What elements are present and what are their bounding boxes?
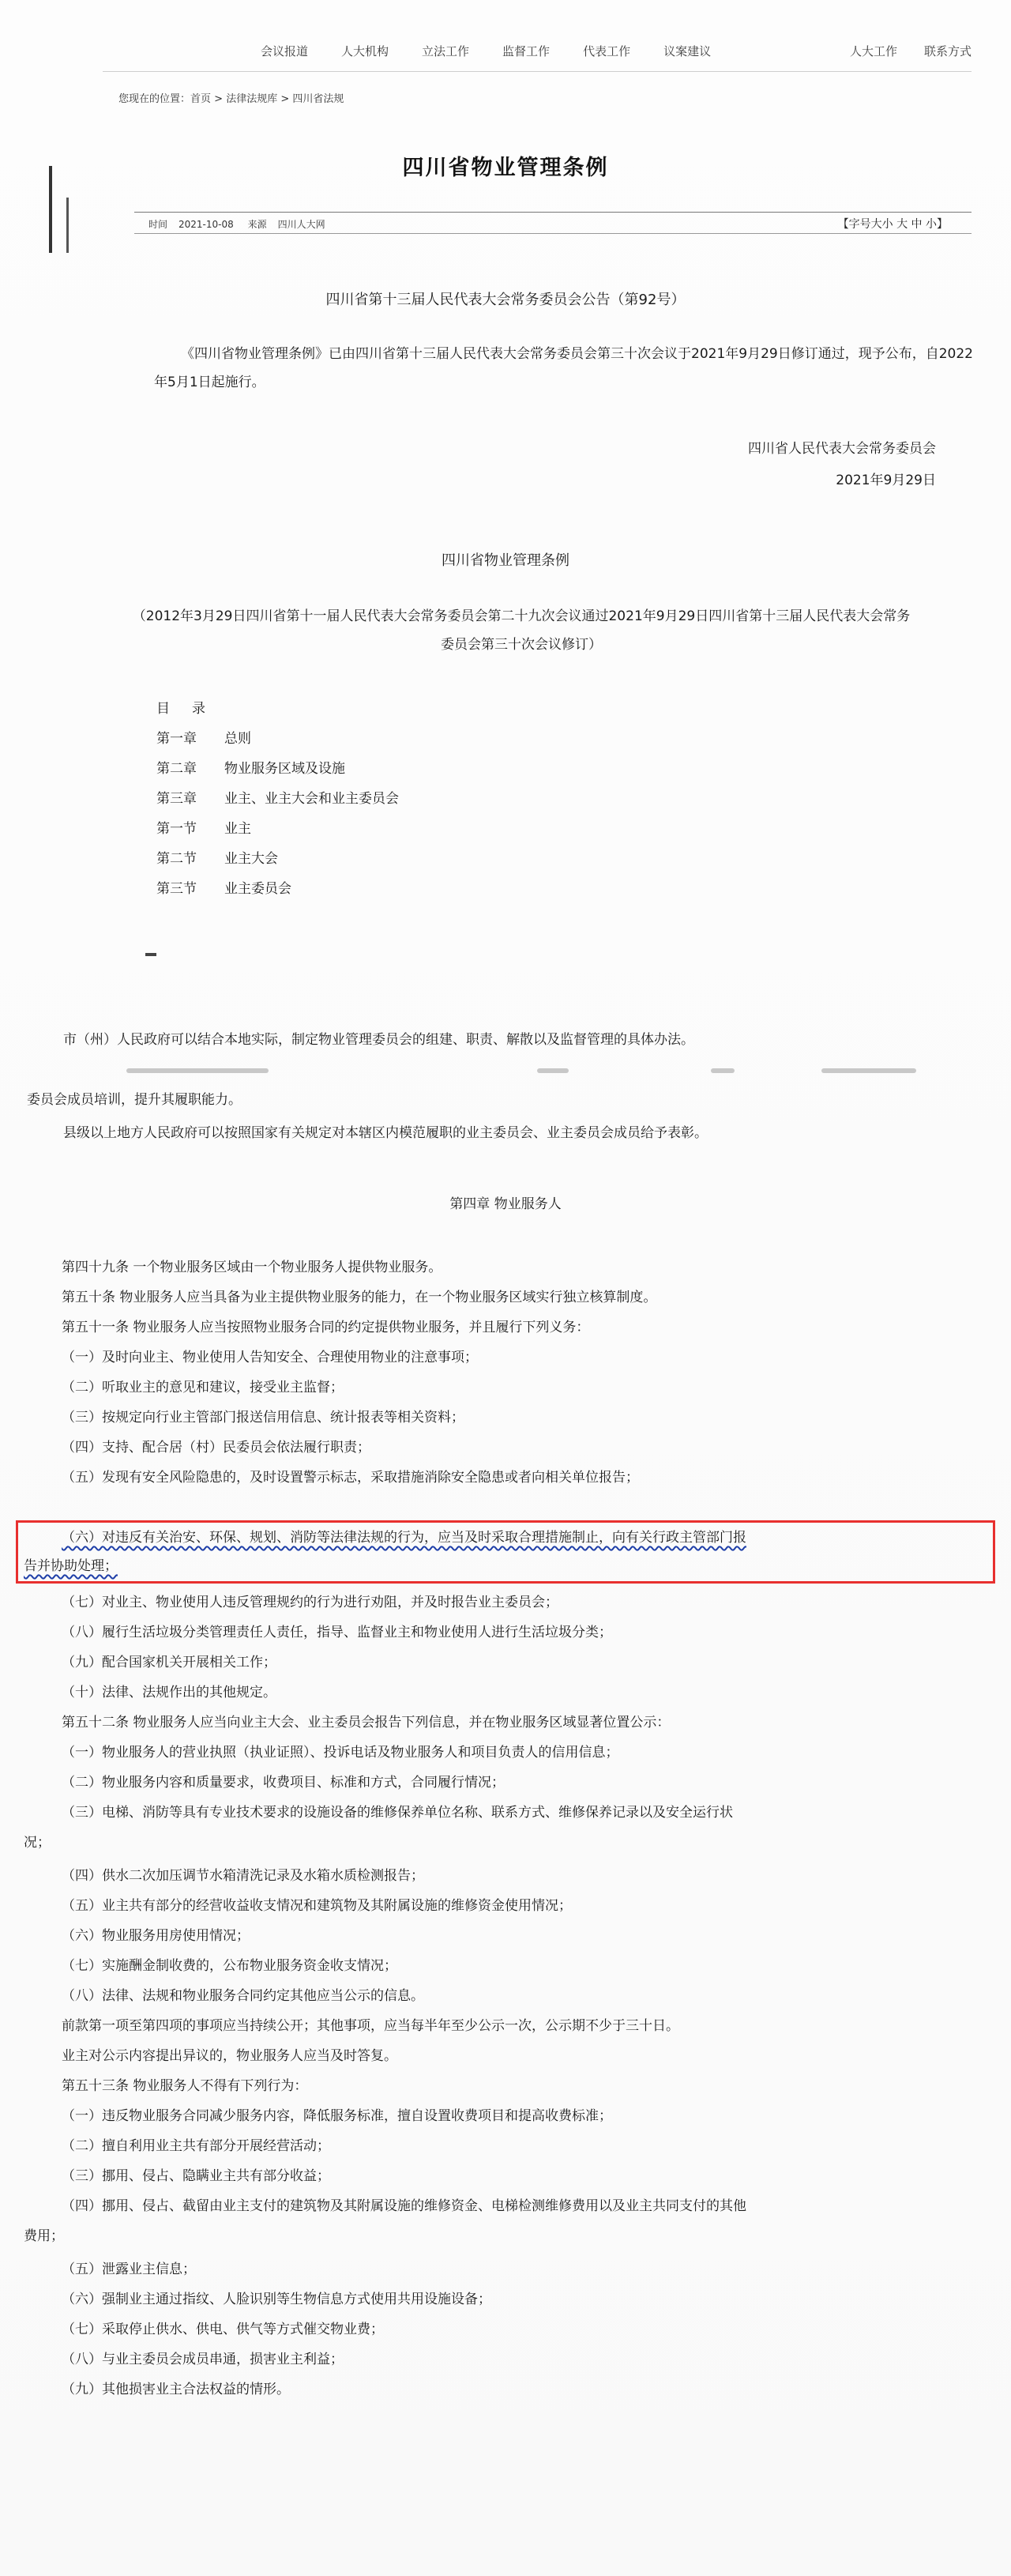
nav-item[interactable]: 代表工作 — [583, 43, 631, 58]
notice-date: 2021年9月29日 — [836, 473, 936, 488]
toc-section-title: 业主 — [224, 821, 251, 837]
list-item: （八）履行生活垃圾分类管理责任人责任，指导、监督业主和物业使用人进行生活垃圾分类； — [62, 1625, 612, 1640]
toc-row — [156, 844, 399, 874]
toc-row — [156, 724, 399, 754]
list-item: （八）与业主委员会成员串通，损害业主利益； — [62, 2352, 344, 2367]
scan-artifact — [66, 198, 69, 253]
breadcrumb-separator: > — [277, 93, 293, 105]
article-52: 第五十二条 物业服务人应当向业主大会、业主委员会报告下列信息，并在物业服务区域显著位置公示： — [62, 1715, 671, 1731]
article-53: 第五十三条 物业服务人不得有下列行为： — [62, 2078, 308, 2094]
toc-heading: 目录 — [156, 701, 227, 717]
list-item: （四）支持、配合居（村）民委员会依法履行职责； — [62, 1440, 370, 1456]
list-item: （三）按规定向行业主管部门报送信用信息、统计报表等相关资料； — [62, 1410, 464, 1425]
scan-artifact — [49, 166, 52, 253]
list-item: （七）对业主、物业使用人违反管理规约的行为进行劝阻，并及时报告业主委员会； — [62, 1595, 558, 1610]
toc-chapter-number: 第二章 — [156, 761, 197, 777]
list-item: （二）物业服务内容和质量要求，收费项目、标准和方式，合同履行情况； — [62, 1775, 505, 1791]
scan-artifact — [145, 953, 156, 956]
notice-body: 《四川省物业管理条例》已由四川省第十三届人民代表大会常务委员会第三十次会议于2021年9月29日修订通过，现予公布，自2022年5月1日起施行。 — [154, 346, 973, 390]
nav-item-right[interactable]: 人大工作 — [849, 43, 897, 58]
breadcrumb-separator: > — [211, 93, 227, 105]
nav-item[interactable]: 议案建议 — [663, 43, 712, 58]
list-item: （五）发现有安全风险隐患的，及时设置警示标志，采取措施消除安全隐患或者向相关单位报告； — [62, 1470, 639, 1486]
notice-title: 四川省第十三届人民代表大会常务委员会公告（第92号） — [325, 292, 686, 308]
list-item: （三）挪用、侵占、隐瞒业主共有部分收益； — [62, 2168, 330, 2184]
list-item: （七）采取停止供水、供电、供气等方式催交物业费； — [62, 2322, 384, 2337]
list-item: （四）挪用、侵占、截留由业主支付的建筑物及其附属设施的维修资金、电梯检测维修费用以及业主共同支付的其他 — [62, 2198, 746, 2214]
list-item: （七）实施酬金制收费的，公布物业服务资金收支情况； — [62, 1958, 397, 1974]
paragraph: 市（州）人民政府可以结合本地实际，制定物业管理委员会的组建、职责、解散以及监督管理的具体办法。 — [63, 1032, 694, 1048]
list-item: （十）法律、法规作出的其他规定。 — [62, 1685, 276, 1700]
list-item: （四）供水二次加压调节水箱清洗记录及水箱水质检测报告； — [62, 1868, 424, 1884]
toc-row — [156, 874, 399, 904]
toc-section-number: 第三节 — [156, 881, 197, 897]
nav-item[interactable]: 人大机构 — [341, 43, 389, 58]
breadcrumb — [118, 90, 344, 105]
toc-section-title: 业主委员会 — [224, 881, 291, 897]
law-adoption-note: （2012年3月29日四川省第十一届人民代表大会常务委员会第二十九次会议通过2021年9月29日四川省第十三届人民代表大会常务委员会第三十次会议修订） — [132, 608, 911, 653]
nav-item[interactable]: 监督工作 — [502, 43, 551, 58]
paragraph: 前款第一项至第四项的事项应当持续公开；其他事项，应当每半年至少公示一次，公示期不少于三十日。 — [62, 2018, 679, 2034]
law-title: 四川省物业管理条例 — [442, 552, 569, 569]
list-item: （九）配合国家机关开展相关工作； — [62, 1655, 276, 1670]
list-item: （二）擅自利用业主共有部分开展经营活动； — [62, 2138, 330, 2154]
list-item: （三）电梯、消防等具有专业技术要求的设施设备的维修保养单位名称、联系方式、维修保养记录以及安全运行状 — [62, 1805, 733, 1821]
nav-item[interactable]: 会议报道 — [261, 43, 309, 58]
blurred-text-line — [111, 1059, 916, 1086]
time-label: 时间 — [148, 219, 168, 230]
toc-section-number: 第一节 — [156, 821, 197, 837]
highlighted-list-item: （六）对违反有关治安、环保、规划、消防等法律法规的行为，应当及时采取合理措施制止，向有关行政主管部门报 — [62, 1530, 746, 1546]
list-item: （九）其他损害业主合法权益的情形。 — [62, 2382, 290, 2397]
article-meta-bar — [134, 212, 972, 234]
toc-section-number: 第二节 — [156, 851, 197, 867]
table-of-contents — [156, 694, 399, 904]
list-item: （二）听取业主的意见和建议，接受业主监督； — [62, 1380, 344, 1395]
publish-time: 2021-10-08 — [179, 219, 234, 230]
list-item: （一）物业服务人的营业执照（执业证照）、投诉电话及物业服务人和项目负责人的信用信息； — [62, 1745, 619, 1761]
toc-row — [156, 784, 399, 814]
toc-chapter-title: 总则 — [224, 731, 251, 747]
list-item: （六）强制业主通过指纹、人脸识别等生物信息方式使用共用设施设备； — [62, 2292, 491, 2307]
divider — [103, 71, 972, 72]
list-item: （五）业主共有部分的经营收益收支情况和建筑物及其附属设施的维修资金使用情况； — [62, 1898, 572, 1914]
notice-issuer: 四川省人民代表大会常务委员会 — [748, 441, 936, 457]
top-navigation — [261, 35, 972, 66]
list-item-continued: 况； — [24, 1835, 51, 1851]
paragraph: 县级以上地方人民政府可以按照国家有关规定对本辖区内模范履职的业主委员会、业主委员会成员给予表彰。 — [63, 1125, 708, 1141]
list-item: （一）违反物业服务合同减少服务内容，降低服务标准，擅自设置收费项目和提高收费标准； — [62, 2108, 612, 2124]
highlighted-list-item-continued: 告并协助处理； — [24, 1558, 118, 1574]
list-item: （六）物业服务用房使用情况； — [62, 1928, 250, 1944]
font-size-control[interactable]: 【字号大小 大 中 小】 — [837, 218, 948, 231]
page-title: 四川省物业管理条例 — [402, 156, 609, 180]
breadcrumb-current-link[interactable]: 四川省法规 — [292, 93, 344, 105]
nav-item-right[interactable]: 联系方式 — [923, 43, 972, 58]
toc-chapter-title: 业主、业主大会和业主委员会 — [224, 791, 399, 807]
breadcrumb-prefix: 您现在的位置： — [118, 93, 191, 105]
list-item: （一）及时向业主、物业使用人告知安全、合理使用物业的注意事项； — [62, 1350, 478, 1365]
chapter-title: 第四章 物业服务人 — [449, 1196, 562, 1212]
list-item: （五）泄露业主信息； — [62, 2262, 196, 2277]
paragraph: 业主对公示内容提出异议的，物业服务人应当及时答复。 — [62, 2048, 397, 2064]
breadcrumb-section-link[interactable]: 法律法规库 — [226, 93, 278, 105]
list-item-continued: 费用； — [24, 2228, 64, 2244]
article-meta — [148, 217, 336, 231]
breadcrumb-home-link[interactable]: 首页 — [190, 93, 212, 105]
list-item: （八）法律、法规和物业服务合同约定其他应当公示的信息。 — [62, 1988, 424, 2004]
article-51: 第五十一条 物业服务人应当按照物业服务合同的约定提供物业服务，并且履行下列义务： — [62, 1320, 590, 1335]
source-label: 来源 — [247, 219, 267, 230]
toc-chapter-number: 第一章 — [156, 731, 197, 747]
toc-chapter-number: 第三章 — [156, 791, 197, 807]
article-49: 第四十九条 一个物业服务区域由一个物业服务人提供物业服务。 — [62, 1260, 442, 1275]
toc-section-title: 业主大会 — [224, 851, 278, 867]
nav-item[interactable]: 立法工作 — [422, 43, 470, 58]
article-source: 四川人大网 — [277, 219, 325, 230]
paragraph: 委员会成员培训，提升其履职能力。 — [27, 1092, 242, 1108]
article-50: 第五十条 物业服务人应当具备为业主提供物业服务的能力，在一个物业服务区域实行独立核算制度。 — [62, 1290, 657, 1305]
toc-row — [156, 754, 399, 784]
toc-row — [156, 814, 399, 844]
toc-chapter-title: 物业服务区域及设施 — [224, 761, 345, 777]
